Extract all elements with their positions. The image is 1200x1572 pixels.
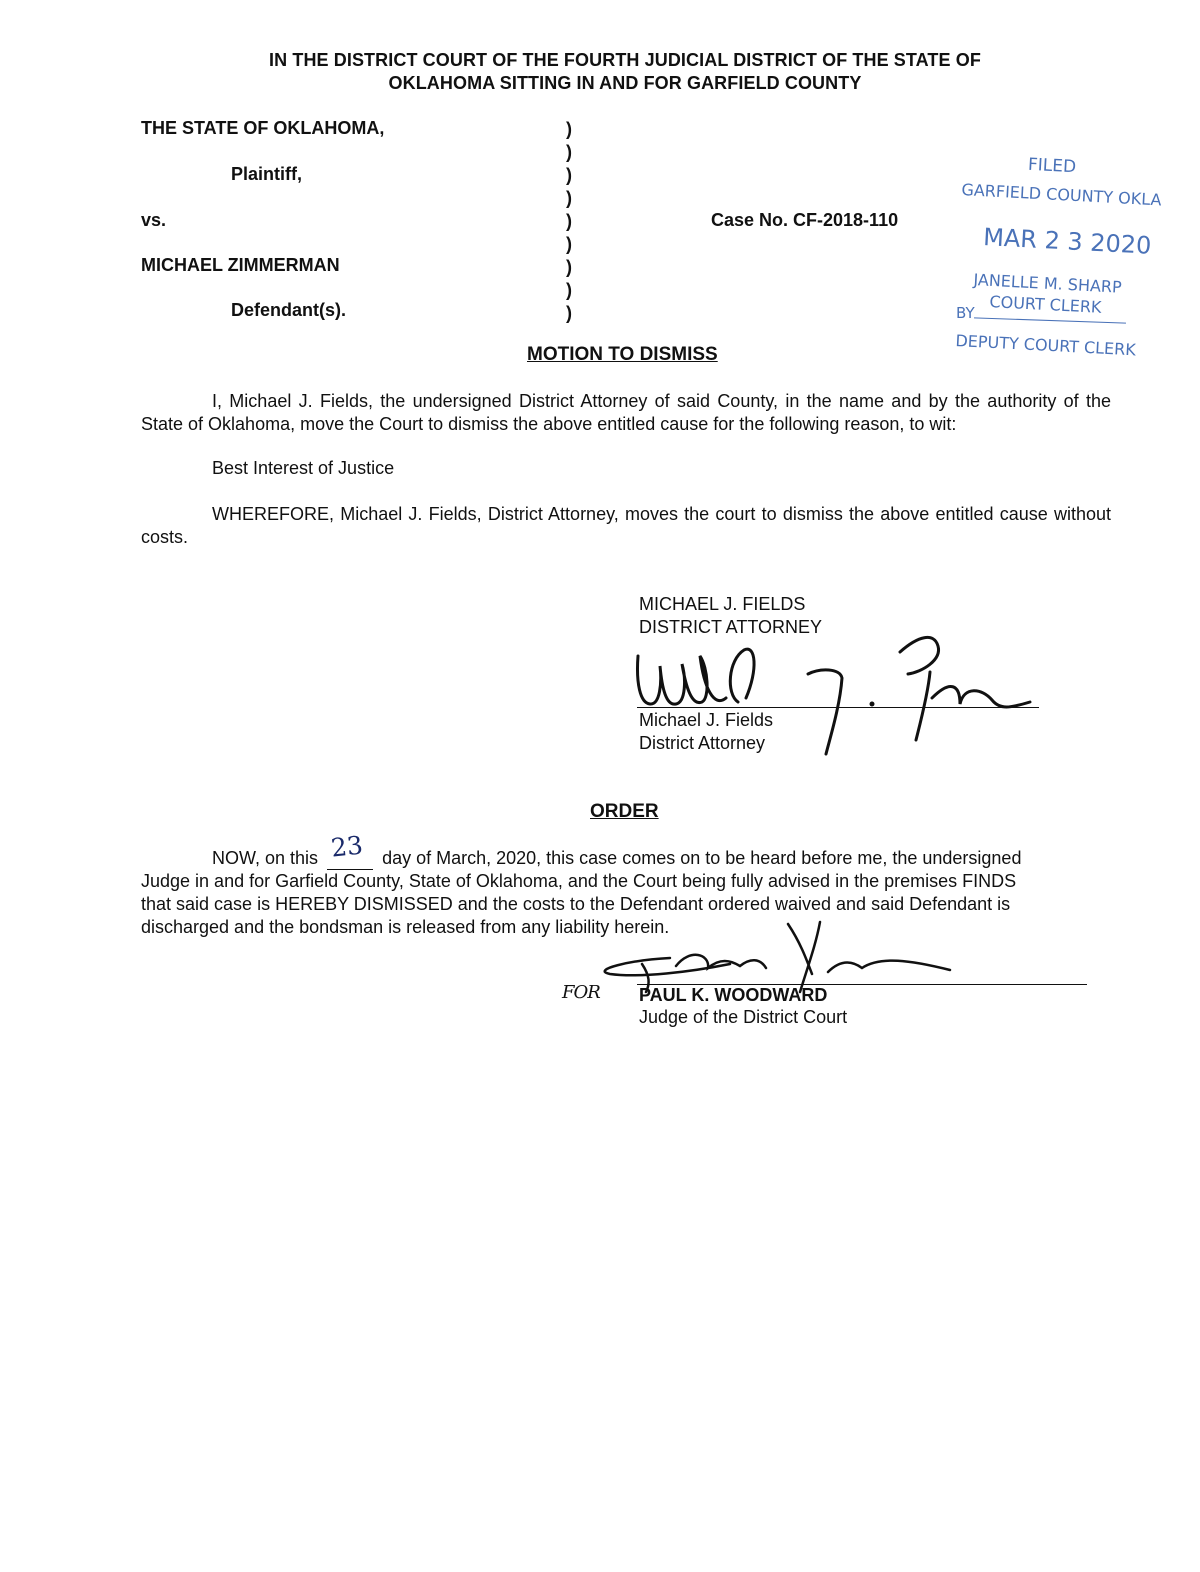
paren: )	[566, 257, 572, 277]
versus-label: vs.	[141, 210, 167, 230]
stamp-filed: FILED	[1027, 154, 1077, 178]
paren: )	[566, 142, 572, 162]
paren: )	[566, 234, 572, 254]
plaintiff-role: Plaintiff,	[231, 164, 302, 184]
stamp-date: MAR 2 3 2020	[982, 223, 1153, 260]
stamp-clerk-name: JANELLE M. SHARP	[973, 270, 1123, 297]
order-line-3: that said case is HEREBY DISMISSED and the costs to the Defendant ordered waived and said Defendant is	[141, 894, 1011, 914]
order-line-1	[212, 830, 1022, 870]
stamp-county: GARFIELD COUNTY OKLA	[961, 180, 1162, 210]
order-line-4: discharged and the bondsman is released from any liability herein.	[141, 917, 670, 937]
motion-reason: Best Interest of Justice	[212, 458, 395, 478]
motion-wherefore: WHEREFORE, Michael J. Fields, District Attorney, moves the court to dismiss the above entitled cause without costs.	[141, 504, 1111, 547]
paren: )	[566, 119, 572, 139]
judge-title: Judge of the District Court	[639, 1007, 848, 1027]
da-title-caps: DISTRICT ATTORNEY	[639, 617, 823, 637]
judge-name: PAUL K. WOODWARD	[639, 985, 828, 1005]
da-name-caps: MICHAEL J. FIELDS	[639, 594, 806, 614]
court-caption-line-2: OKLAHOMA SITTING IN AND FOR GARFIELD COUNTY	[388, 73, 862, 93]
stamp-by: BY	[956, 304, 975, 322]
defendant-role: Defendant(s).	[231, 300, 347, 320]
da-name: Michael J. Fields	[639, 710, 774, 730]
da-title: District Attorney	[639, 733, 766, 753]
court-caption-line-1: IN THE DISTRICT COURT OF THE FOURTH JUDICIAL DISTRICT OF THE STATE OF	[269, 50, 981, 70]
order-intro-after: day of March, 2020, this case comes on to be heard before me, the undersigned	[382, 848, 1022, 868]
order-handwritten-day: 23	[329, 830, 365, 863]
motion-paragraph: I, Michael J. Fields, the undersigned District Attorney of said County, in the name and by the authority of the State of Oklahoma, move the Court to dismiss the above entitled cause for the following reason, to wit:	[141, 391, 1111, 434]
stamp-clerk-title: COURT CLERK	[989, 292, 1102, 317]
case-number: Case No. CF-2018-110	[711, 210, 899, 230]
paren: )	[566, 211, 572, 231]
caption-parentheses	[566, 118, 572, 325]
defendant-name: MICHAEL ZIMMERMAN	[141, 255, 340, 275]
order-heading: ORDER	[590, 801, 659, 822]
stamp-deputy: DEPUTY COURT CLERK	[955, 331, 1137, 360]
order-line-2: Judge in and for Garfield County, State of Oklahoma, and the Court being fully advised in the premises FINDS	[141, 871, 1017, 891]
judge-for-mark: FOR	[562, 982, 600, 1003]
filed-stamp	[950, 150, 1162, 360]
order-intro-before: NOW, on this	[212, 848, 319, 868]
motion-heading: MOTION TO DISMISS	[527, 344, 718, 365]
paren: )	[566, 188, 572, 208]
plaintiff-name: THE STATE OF OKLAHOMA,	[141, 118, 385, 138]
order-day-blank	[327, 830, 373, 870]
paren: )	[566, 303, 572, 323]
paren: )	[566, 280, 572, 300]
stamp-signature-line	[974, 317, 1126, 323]
paren: )	[566, 165, 572, 185]
